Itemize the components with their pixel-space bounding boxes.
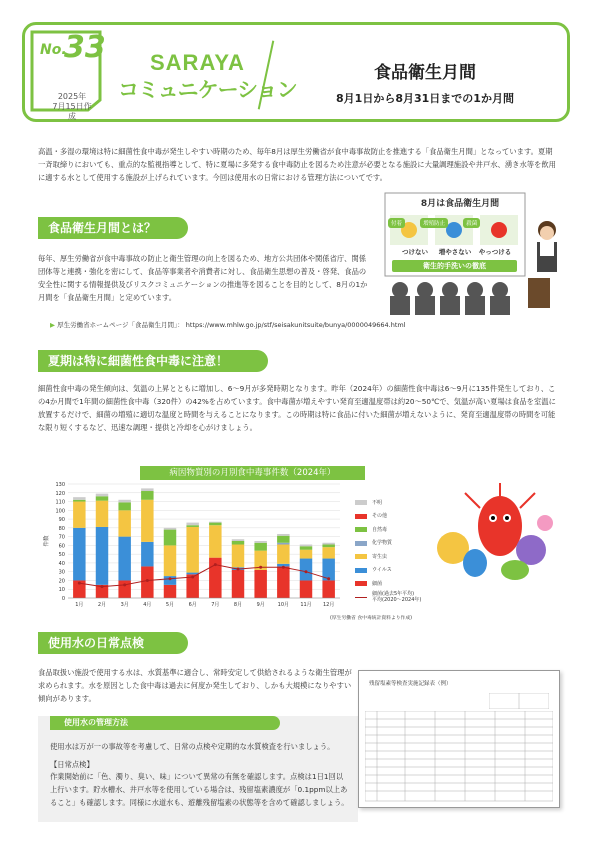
- legend-item: [355, 496, 421, 510]
- keyword-1: つけない: [402, 248, 428, 256]
- legend-label: 不明: [372, 499, 383, 506]
- form-title: 残留塩素等検査実施記録表（例）: [369, 681, 452, 687]
- y-tick-label: 90: [58, 517, 65, 524]
- x-tick-label: 3月: [120, 602, 129, 608]
- legend-item: [355, 550, 421, 564]
- mhlw-link-label: 厚生労働省ホームページ「食品衛生月間」: [57, 321, 178, 329]
- bar-細菌: [254, 570, 266, 598]
- intro-text: 高温・多湿の環境は特に細菌性食中毒が発生しやすい時期のため、毎年8月は厚生労働省が食中毒事故防止を推進する「食品衛生月間」となっています。夏期一斉取締りにおいても、重点的な監視指導として、特に夏場に多発する食中毒防止を図るため注意が必要となる施設に大量調理施設や井戸水、湧き水等を飲用に適する水として使用する施設が上げられています。今回は使用水の日常における管理方法についてです。: [38, 147, 556, 182]
- legend-item: [355, 591, 421, 605]
- bar-寄生虫: [118, 510, 130, 536]
- x-tick-label: 1月: [75, 602, 84, 608]
- handwash-banner: 衛生的手洗いの徹底: [392, 260, 517, 272]
- illustration-title: 8月は食品衛生月間: [420, 199, 500, 209]
- bar-細菌: [277, 566, 289, 598]
- form-signature-box: [489, 693, 549, 709]
- legend-item: [355, 564, 421, 578]
- bar-寄生虫: [73, 502, 85, 528]
- bar-寄生虫: [322, 547, 334, 558]
- bar-自然毒: [300, 546, 312, 550]
- section3-heading: 使用水の日常点検: [38, 632, 188, 654]
- bar-自然毒: [164, 530, 176, 546]
- bar-ウイルス: [118, 537, 130, 581]
- bar-細菌: [300, 580, 312, 598]
- line-point: [282, 566, 285, 569]
- x-tick-label: 9月: [256, 602, 265, 608]
- chart-legend: [355, 496, 421, 604]
- bar-自然毒: [96, 496, 108, 500]
- bar-寄生虫: [186, 527, 198, 573]
- bar-不明: [118, 500, 130, 503]
- bar-不明: [141, 488, 153, 491]
- legend-swatch: [355, 597, 367, 598]
- daily-check-body: 作業開始前に「色、濁り、臭い、味」について異常の有無を確認します。点検は1日1回以上行います。貯水槽水、井戸水等を使用している場合は、残留塩素濃度が「0.1ppm以上あること」も確認します。同様に水道水も、遊離残留塩素の状態等を含めて確認しましょう。: [50, 772, 349, 807]
- y-axis-label: 件数: [44, 535, 50, 547]
- bar-ウイルス: [73, 528, 85, 581]
- issue-date: [52, 92, 92, 122]
- bar-不明: [300, 545, 312, 547]
- bar-細菌: [141, 566, 153, 598]
- line-point: [259, 566, 262, 569]
- bar-不明: [277, 534, 289, 536]
- mhlw-link[interactable]: ▶ 厚生労働省ホームページ「食品衛生月間」： https://www.mhlw.go.jp/stf/seisakunitsuite/bunya/0000049664.html: [50, 321, 406, 329]
- bar-自然毒: [186, 525, 198, 527]
- bar-不明: [73, 497, 85, 500]
- page-title: 食品衛生月間: [374, 63, 476, 83]
- x-tick-label: 12月: [322, 602, 335, 608]
- x-tick-label: 6月: [188, 602, 197, 608]
- line-point: [78, 582, 81, 585]
- bar-寄生虫: [232, 545, 244, 568]
- legend-label: 細菌: [372, 580, 383, 587]
- bacteria-illustration: [425, 478, 565, 588]
- chart-title: 病因物質別の月別食中毒事件数（2024年）: [140, 466, 365, 480]
- bar-自然毒: [322, 545, 334, 548]
- legend-swatch: [355, 527, 367, 532]
- legend-label: その他: [372, 513, 388, 520]
- bar-ウイルス: [141, 542, 153, 567]
- bar-不明: [322, 543, 334, 545]
- y-tick-label: 0: [61, 596, 65, 602]
- bar-化学物質: [277, 543, 289, 545]
- y-tick-label: 120: [55, 490, 65, 497]
- illustration-keywords: [395, 247, 525, 256]
- legend-swatch: [355, 500, 367, 505]
- keyword-2: 増やさない: [438, 248, 472, 256]
- section2-heading: 夏期は特に細菌性食中毒に注意！: [38, 350, 268, 372]
- legend-swatch: [355, 541, 367, 546]
- y-tick-label: 80: [58, 525, 65, 532]
- y-tick-label: 20: [58, 578, 65, 585]
- bar-寄生虫: [300, 550, 312, 559]
- bar-細菌: [232, 570, 244, 598]
- bar-不明: [254, 541, 266, 543]
- page-subtitle: 8月1日から8月31日までの1か月間: [336, 92, 514, 105]
- bar-自然毒: [141, 491, 153, 500]
- pill-attach: 付着: [388, 218, 405, 228]
- x-tick-label: 2月: [97, 602, 107, 608]
- form-grid: [365, 711, 553, 803]
- y-tick-label: 70: [58, 534, 65, 541]
- line-point: [327, 577, 330, 580]
- bar-寄生虫: [209, 525, 221, 557]
- y-tick-label: 30: [58, 569, 65, 576]
- legend-label: 細菌(過去5年平均) 平均(2020～2024年): [372, 591, 422, 604]
- y-tick-label: 60: [58, 543, 65, 550]
- bar-不明: [209, 522, 221, 523]
- x-tick-label: 8月: [233, 602, 243, 608]
- line-point: [123, 583, 126, 586]
- legend-swatch: [355, 568, 367, 573]
- water-management-body: 使用水は万が一の事故等を考慮して、日常の点検や定期的な水質検査を行いましょう。: [50, 742, 335, 751]
- bar-寄生虫: [164, 545, 176, 576]
- legend-label: 自然毒: [372, 526, 388, 533]
- pill-kill: 殺菌: [463, 218, 480, 228]
- bar-寄生虫: [141, 500, 153, 542]
- bar-ウイルス: [300, 559, 312, 581]
- bar-ウイルス: [96, 527, 108, 585]
- bar-細菌: [118, 580, 130, 598]
- bar-寄生虫: [96, 501, 108, 527]
- legend-item: [355, 537, 421, 551]
- y-tick-label: 40: [58, 560, 65, 567]
- brand-logo: SARAYA: [150, 50, 245, 75]
- bar-不明: [232, 539, 244, 541]
- water-management-heading: 使用水の管理方法: [50, 716, 280, 730]
- line-point: [305, 570, 308, 573]
- line-point: [191, 575, 194, 578]
- line-series: [79, 565, 328, 587]
- bar-寄生虫: [277, 545, 289, 564]
- issue-date-day: 7月15日作成: [52, 102, 92, 121]
- x-tick-label: 7月: [211, 602, 220, 608]
- section1-body: 毎年、厚生労働省が食中毒事故の防止と衛生管理の向上を図るため、地方公共団体や関係省庁、関係団体等と連携・強化を密にして、食品等事業者や消費者に対し、食品衛生思想の普及・啓発、食品の安全性に関する情報提供及びリスクコミュニケーションの推進等を図ることを目的として、8月の1か月間を「食品衛生月間」と定めています。: [38, 254, 368, 302]
- x-tick-label: 11月: [300, 602, 312, 608]
- x-tick-label: 5月: [165, 602, 175, 608]
- bar-不明: [186, 523, 198, 526]
- bar-不明: [164, 528, 176, 530]
- section3-body: 食品取扱い施設で使用する水は、水質基準に適合し、常時安定して供給されるような衛生管理が求められます。水を原因とした食中毒は過去に何度か発生しており、しかも大規模になりやすい傾向があります。: [38, 668, 352, 703]
- legend-label: 化学物質: [372, 540, 393, 547]
- mhlw-link-url[interactable]: https://www.mhlw.go.jp/stf/seisakunitsuite/bunya/0000049664.html: [185, 321, 406, 329]
- issue-number: 33: [64, 30, 106, 65]
- line-point: [146, 579, 149, 582]
- bar-自然毒: [254, 543, 266, 551]
- line-point: [237, 568, 240, 571]
- legend-swatch: [355, 514, 367, 519]
- legend-item: [355, 577, 421, 591]
- issue-date-year: 2025年: [57, 92, 87, 101]
- issue-prefix: No.: [40, 42, 67, 58]
- x-tick-label: 4月: [143, 602, 152, 608]
- y-tick-label: 110: [55, 499, 65, 506]
- legend-item: [355, 510, 421, 524]
- y-tick-label: 10: [58, 587, 65, 594]
- bar-自然毒: [277, 536, 289, 543]
- daily-check-label: 【日常点検】: [50, 760, 94, 769]
- y-tick-label: 130: [55, 482, 65, 488]
- brand-sub: コミュニケーション: [118, 78, 297, 102]
- keyword-3: やっつける: [478, 248, 512, 256]
- arrow-icon: ▶: [50, 321, 58, 329]
- bar-自然毒: [232, 541, 244, 545]
- chlorine-record-form: [358, 670, 560, 808]
- legend-label: 寄生虫: [372, 553, 388, 560]
- line-point: [169, 577, 172, 580]
- x-tick-label: 10月: [277, 602, 290, 608]
- legend-label: ウイルス: [372, 567, 392, 574]
- bar-細菌: [164, 585, 176, 598]
- bar-不明: [96, 494, 108, 497]
- legend-swatch: [355, 554, 367, 559]
- line-point: [101, 585, 104, 588]
- legend-swatch: [355, 581, 367, 586]
- bar-自然毒: [118, 502, 130, 510]
- chart-source: (厚生労働省 食中毒統計資料より作成): [330, 616, 413, 621]
- line-point: [214, 563, 217, 566]
- bar-自然毒: [73, 500, 85, 502]
- section1-heading: 食品衛生月間とは？: [38, 217, 188, 239]
- bar-細菌: [322, 580, 334, 598]
- y-tick-label: 50: [58, 552, 65, 559]
- y-tick-label: 100: [55, 508, 65, 515]
- legend-item: [355, 523, 421, 537]
- pill-prevent: 増殖防止: [420, 218, 448, 228]
- bar-自然毒: [209, 523, 221, 526]
- section2-body: 細菌性食中毒の発生傾向は、気温の上昇とともに増加し、6～9月が多発時期となります。昨年（2024年）の細菌性食中毒は6～9月に135件発生しており、この4か月間で1年間の細菌性食中毒（320件）の42%を占めています。食中毒菌が増えやすい発育至適温度帯は約20～50℃で、気温が高い夏場は食品を室温に放置するだけで、細菌の増殖に適切な温度と時間を与えることになります。この時期は特に食品に付いた細菌が増えないように、発育至適温度帯の時間を可能な限り短くするなど、迅速な調理・提供と冷却を心がけましょう。: [38, 384, 556, 432]
- food-poisoning-chart: [40, 480, 345, 620]
- illustration-pills: [388, 210, 528, 229]
